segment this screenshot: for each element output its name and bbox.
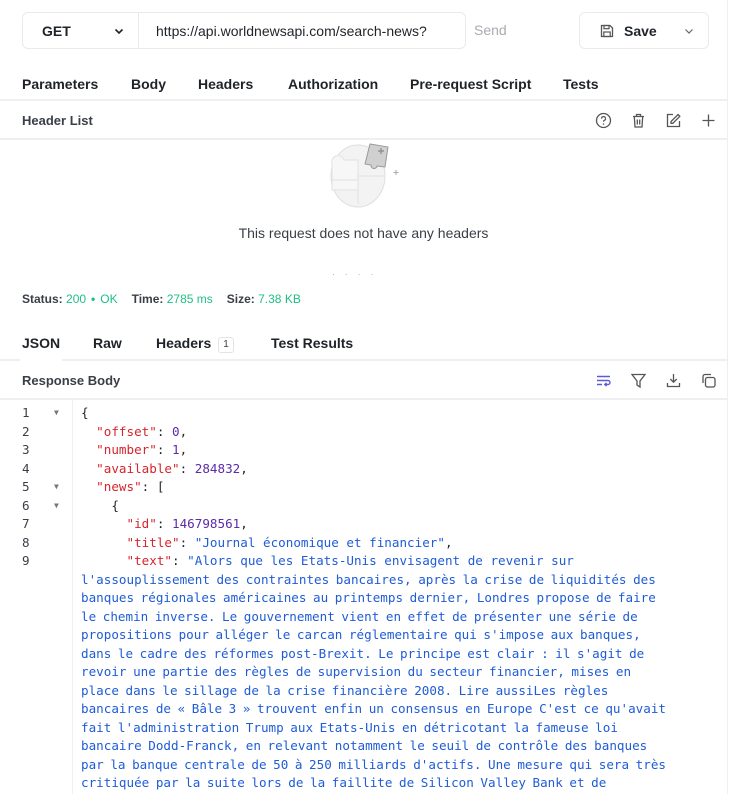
code-line: "number": 1, — [96, 442, 188, 457]
code-line: { — [81, 405, 89, 420]
line-number: 7 — [22, 516, 30, 531]
wrap-lines-icon[interactable] — [595, 372, 612, 389]
json-viewer[interactable] — [0, 400, 727, 794]
line-number: 6 — [22, 497, 30, 513]
tab-raw[interactable]: Raw — [93, 335, 122, 351]
plus-icon[interactable] — [700, 112, 717, 129]
save-label: Save — [624, 22, 657, 39]
request-tabs — [0, 76, 727, 101]
right-panel-edge — [727, 0, 742, 794]
line-number: 4 — [22, 460, 30, 476]
code-line: "news": [ — [96, 479, 165, 494]
gutter-divider — [72, 400, 73, 794]
code-lines — [81, 404, 721, 793]
line-number: 5 — [22, 479, 30, 494]
help-icon[interactable] — [595, 112, 612, 129]
line-number: 1 — [22, 405, 30, 420]
code-line: "available": 284832, — [96, 460, 248, 476]
url-input[interactable]: https://api.worldnewsapi.com/search-news? — [156, 22, 427, 39]
method-select[interactable] — [23, 13, 139, 48]
header-list-bar — [0, 102, 727, 140]
edit-icon[interactable] — [665, 112, 682, 129]
size-label: Size: — [226, 292, 255, 306]
number-value: 1 — [172, 442, 180, 457]
text-value-start: "Alors que les Etats-Unis envisagent de revenir sur — [187, 553, 574, 568]
download-icon[interactable] — [665, 372, 682, 389]
title-value: "Journal économique et financier" — [194, 534, 445, 550]
status-label: Status: — [22, 292, 63, 306]
code-line: { — [81, 497, 119, 513]
chevron-down-icon[interactable] — [684, 26, 694, 36]
tab-tests[interactable]: Tests — [563, 76, 599, 92]
time-label: Time: — [131, 292, 164, 306]
text-value-wrapped: l'assouplissement des contraintes bancaires, après la crise de liquidités des banques régionales américaines au printemps dernier, Londres propose de faire le chemin inverse. Le gouvernement vient en effet de présenter une série de propositions pour alléger le carcan réglementaire qui s'impose aux banques, dans le cadre des réformes post-Brexit. Le principe est clair : il s'agit de revoir une partie des règles de supervision du secteur financier, mises en place dans le sillage de la crise financière 2008. Lire aussiLes règles bancaires de « Bâle 3 » trouvent enfin un consensus en Europe C'est ce qu'avait fait l'administration Trump aux Etats-Unis en détricotant la fameuse loi bancaire Dodd-Franck, en relevant notamment le seuil de contrôle des banques par la banque centrale de 50 à 250 milliards d'actifs. Une mesure qui sera très critiquée par la suite lors de la faillite de Silicon Valley Bank et de — [81, 571, 666, 790]
line-number: 8 — [22, 534, 30, 550]
save-icon — [599, 23, 615, 39]
id-value: 146798561 — [172, 516, 241, 531]
tab-response-headers[interactable] — [156, 335, 234, 353]
size-value: 7.38 KB — [258, 292, 301, 306]
copy-icon[interactable] — [700, 372, 717, 389]
tab-pre-request-script[interactable]: Pre-request Script — [410, 76, 532, 92]
time-value: 2785 ms — [166, 292, 213, 306]
trash-icon[interactable] — [630, 112, 647, 129]
send-button[interactable]: Send — [474, 22, 507, 38]
tab-response-headers-label: Headers — [156, 335, 212, 351]
header-list-title: Header List — [22, 113, 93, 128]
line-number: 2 — [22, 423, 30, 439]
chevron-down-icon — [114, 26, 124, 36]
tab-headers[interactable]: Headers — [198, 76, 253, 101]
save-button[interactable] — [579, 12, 709, 49]
tab-test-results[interactable]: Test Results — [271, 335, 354, 351]
offset-value: 0 — [172, 423, 180, 439]
loading-dots: · · · · — [332, 270, 378, 279]
status-text: OK — [100, 292, 118, 306]
tab-json[interactable]: JSON — [22, 335, 61, 351]
response-body-title: Response Body — [22, 373, 121, 388]
tab-body[interactable]: Body — [131, 76, 166, 92]
tab-parameters[interactable]: Parameters — [22, 76, 99, 92]
response-body-bar — [0, 362, 727, 400]
tab-authorization[interactable]: Authorization — [288, 76, 379, 92]
empty-headers-message: This request does not have any headers — [238, 225, 489, 241]
code-line: "title": "Journal économique et financier", — [126, 534, 453, 550]
code-line: "offset": 0, — [96, 423, 188, 439]
method-label: GET — [42, 22, 71, 39]
response-tabs — [0, 335, 727, 361]
empty-puzzle-illustration — [328, 140, 404, 208]
line-number-gutter — [0, 404, 72, 571]
fold-toggle-icon[interactable]: ▼ — [54, 408, 59, 417]
response-status: Status: 200 • OK Time: 2785 ms Size: 7.38 KB — [22, 292, 301, 306]
fold-toggle-icon[interactable]: ▼ — [54, 482, 59, 491]
code-line: "id": 146798561, — [126, 516, 248, 531]
code-line: "text": "Alors que les Etats-Unis envisagent de revenir sur — [126, 553, 574, 568]
request-bar — [22, 12, 466, 49]
line-number: 9 — [22, 553, 30, 568]
available-value: 284832 — [194, 460, 241, 476]
line-number: 3 — [22, 442, 30, 457]
fold-toggle-icon[interactable]: ▼ — [54, 500, 59, 510]
headers-count-badge: 1 — [218, 337, 234, 353]
filter-icon[interactable] — [630, 372, 647, 389]
status-code: 200 — [66, 292, 87, 306]
